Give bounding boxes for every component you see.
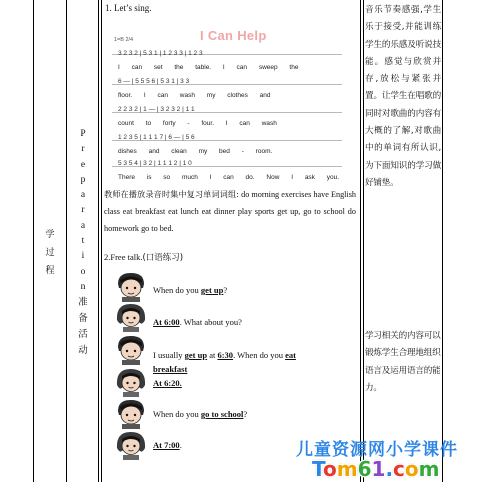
dialogue-keyword: get up	[184, 350, 208, 360]
site-watermark	[296, 435, 458, 481]
dialogue-keyword: At 7:00	[153, 440, 180, 450]
table-border-right	[442, 0, 443, 482]
dialogue-keyword: go to school	[200, 409, 244, 419]
presentation-vertical	[72, 127, 94, 359]
girl-avatar-icon	[112, 300, 150, 332]
label-char: 学	[45, 230, 55, 240]
watermark-url-char: 1	[371, 457, 386, 481]
free-talk-label-cn: (口语练习)	[142, 253, 184, 263]
dialogue-keyword: 6:30	[217, 350, 234, 360]
boy-avatar-icon	[112, 270, 150, 302]
letter: r	[81, 205, 85, 216]
table-divider-1	[66, 0, 67, 482]
dialogue-line	[153, 378, 182, 388]
notation-row: 3 2 3 2 | 5 3 1 | 1 2 3 3 | 1 2 3	[118, 50, 203, 57]
dialogue-line: When do you go to school?	[153, 409, 248, 419]
left-label	[38, 226, 62, 280]
table-divider-2	[98, 0, 99, 482]
sing-heading: 1. Let’s sing.	[105, 3, 152, 13]
cn-char: 活	[78, 329, 88, 341]
letter: i	[81, 251, 85, 262]
watermark-url-char: T	[312, 457, 323, 481]
girl-avatar-icon	[112, 365, 150, 397]
review-phrases: do morning exercises have English class eat breakfast eat lunch eat dinner play sports get up, go to school do homework go to bed.	[104, 190, 356, 233]
dialogue-keyword: breakfast	[153, 364, 188, 374]
review-paragraph	[104, 186, 356, 237]
song-score-image	[104, 18, 346, 193]
watermark-url-char: c	[393, 457, 405, 481]
dialogue-keyword: At 6:00	[153, 317, 180, 327]
letter: a	[80, 190, 86, 201]
cn-char: 准	[78, 297, 88, 309]
watermark-url-char: 6	[357, 457, 372, 481]
song-title: I Can Help	[200, 28, 267, 43]
dialogue-line: I usually get up at 6:30. When do you eat breakfast	[153, 350, 296, 374]
cn-char: 动	[78, 345, 88, 357]
letter: e	[80, 159, 86, 170]
boy-avatar-icon	[112, 397, 150, 429]
free-talk-heading	[104, 251, 183, 263]
letter: o	[80, 266, 86, 277]
lyrics-row: count to forty - four. I can wash	[118, 120, 277, 127]
girl-avatar-icon	[112, 428, 150, 460]
lyrics-row: floor. I can wash my clothes and	[118, 92, 271, 99]
letter: p	[80, 174, 86, 185]
dialogue-line: At 7:00.	[153, 440, 182, 450]
notation-row: 5 3 5 4 | 3 2 | 1 1 1 2 | 1 0	[118, 160, 192, 167]
design-intent-text-2: 学习相关的内容可以锻炼学生合理地组织语言及运用语言的能力。	[365, 331, 441, 393]
notation-row: 2 2 3 2 | 1 — | 3 2 3 2 | 1 1	[118, 106, 195, 113]
dialogue-line: When do you get up?	[153, 285, 228, 295]
letter: t	[81, 236, 85, 247]
dialogue-line: At 6:00. What about you?	[153, 317, 242, 327]
table-divider-4	[360, 0, 361, 482]
watermark-url-char: o	[323, 457, 337, 481]
letter: a	[80, 220, 86, 231]
lyrics-row: dishes and clean my bed - room.	[118, 148, 273, 155]
boy-avatar-icon	[112, 333, 150, 365]
watermark-url-char: m	[336, 457, 358, 481]
dialogue-keyword: At 6:20.	[153, 378, 182, 388]
letter: r	[81, 144, 85, 155]
watermark-url-char: .	[385, 457, 394, 481]
table-divider-3	[101, 0, 102, 482]
letter: P	[80, 129, 86, 139]
notation-row: 6 — | 5 5 5 6 | 5 3 1 | 3 3	[118, 78, 190, 85]
lyrics-row: I can set the table. I can sweep the	[118, 64, 299, 71]
lyrics-row: There is so much I can do. Now I ask you.	[118, 174, 340, 181]
label-char: 过	[45, 248, 55, 258]
watermark-url-char: o	[404, 457, 419, 481]
table-divider-5	[363, 0, 364, 482]
letter: n	[80, 281, 86, 292]
design-intent-text-1: 音乐节奏感强,学生乐于接受,并能训练学生的乐感及听说技能。感觉与欣赏并存,放松与紧张并置。让学生在唱歌的同时对歌曲的内容有大概的了解,对歌曲中的单词有所认识,为下面知识的学习做好铺垫。	[365, 5, 441, 188]
free-talk-label: 2.Free talk.	[104, 252, 143, 262]
review-intro-cn: 教师在播放录音时集中复习单词词组:	[104, 189, 239, 199]
label-char: 程	[45, 266, 55, 276]
table-border-left	[33, 0, 34, 482]
cn-char: 备	[78, 313, 88, 325]
watermark-url	[312, 457, 440, 481]
watermark-url-char: m	[418, 457, 440, 481]
notation-row: 1 2 3 5 | 1 1 1 7 | 6 — | 5 6	[118, 134, 195, 141]
dialogue-keyword: get up	[200, 285, 224, 295]
watermark-cn: 儿童资源网小学课件	[296, 440, 458, 460]
song-key: 1=B 2/4	[114, 37, 134, 43]
dialogue-keyword: eat	[285, 350, 296, 360]
